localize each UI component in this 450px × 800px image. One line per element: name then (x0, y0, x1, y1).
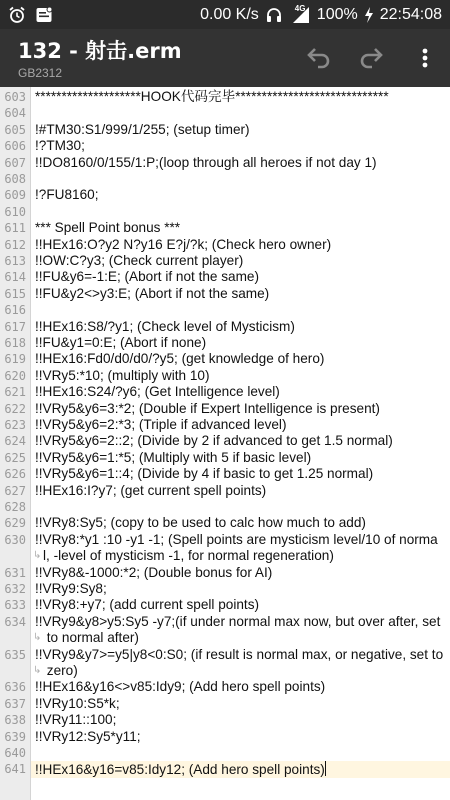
code-line[interactable]: !!VRy9&y8>y5:Sy5 -y7;(if under normal max now, but over after, set (35, 613, 441, 629)
file-encoding[interactable]: GB2312 (18, 66, 63, 80)
wrap-indicator-icon: ↳ (33, 665, 42, 676)
line-number: 613 (4, 254, 26, 268)
line-number: 626 (4, 467, 26, 482)
code-line[interactable]: !!VRy5&y6=2:*3; (Triple if advanced level) (35, 417, 287, 432)
line-number: 637 (4, 696, 26, 711)
line-number: 635 (4, 647, 26, 662)
code-line[interactable]: ********************HOOK代码完毕***************************** (35, 89, 389, 104)
code-line[interactable]: !!VRy5&y6=3:*2; (Double if Expert Intelligence is present) (35, 400, 380, 416)
code-line[interactable]: !!OW:C?y3; (Check current player) (35, 253, 244, 268)
code-line[interactable]: !!HEx16:O?y2 N?y16 E?j/?k; (Check hero owner) (35, 236, 332, 252)
line-number: 625 (4, 450, 26, 465)
code-line[interactable]: !!VRy5:*10; (multiply with 10) (35, 367, 210, 383)
code-line[interactable]: !!VRy5&y6=1::4; (Divide by 4 if basic to get 1.25 normal) (35, 466, 374, 482)
code-line[interactable]: !!VRy9&y7>=y5|y8<0:S0; (if result is normal max, or negative, set to (35, 646, 444, 662)
line-number: 608 (4, 172, 26, 186)
line-number: 623 (4, 418, 26, 432)
line-number: 631 (4, 565, 26, 580)
line-number: 619 (4, 352, 26, 367)
alarm-icon (8, 6, 26, 24)
code-line[interactable]: !!FU&y2<>y3:E; (Abort if not the same) (35, 285, 270, 301)
line-number: 607 (4, 155, 26, 170)
battery-percent: 100% (316, 5, 358, 23)
code-line[interactable]: !!VRy12:Sy5*y11; (35, 728, 141, 744)
code-line[interactable]: !!HEx16:Fd0/d0/d0/?y5; (get knowledge of hero) (35, 351, 325, 367)
status-bar (0, 0, 450, 29)
line-number: 603 (4, 90, 26, 104)
app-bar (0, 29, 450, 87)
line-number: 611 (4, 221, 26, 236)
line-number: 632 (4, 582, 26, 596)
notification-icon (35, 6, 53, 24)
network-type: 4G (294, 3, 306, 13)
code-editor[interactable] (0, 87, 450, 800)
file-title: 132 - 射击.erm (18, 39, 182, 63)
line-number: 622 (4, 401, 26, 416)
code-line[interactable]: !!VRy5&y6=2::2; (Divide by 2 if advanced to get 1.5 normal) (35, 433, 393, 449)
code-line[interactable]: !!VRy10:S5*k; (35, 695, 120, 711)
clock: 22:54:08 (379, 5, 442, 23)
redo-button[interactable] (356, 43, 386, 73)
headphones-icon (265, 6, 283, 24)
code-line[interactable]: !!VRy5&y6=1:*5; (Multiply with 5 if basic level) (35, 449, 312, 465)
undo-icon (306, 47, 332, 69)
code-line[interactable]: !!HEx16:S8/?y1; (Check level of Mysticism) (35, 318, 295, 334)
line-number: 641 (4, 762, 26, 777)
code-line[interactable]: !!HEx16&y16<>v85:Idy9; (Add hero spell points) (35, 679, 326, 695)
code-line[interactable]: *** Spell Point bonus *** (35, 220, 181, 236)
code-line[interactable]: !!VRy8:Sy5; (copy to be used to calc how much to add) (35, 515, 366, 531)
code-line[interactable]: !!VRy8:*y1 :10 -y1 -1; (Spell points are mysticism level/10 of norma (35, 531, 438, 547)
network-speed: 0.00 K/s (200, 5, 259, 23)
line-number: 615 (4, 286, 26, 301)
text-cursor (325, 761, 326, 776)
line-number: 609 (4, 188, 26, 203)
code-line[interactable]: !#TM30:S1/999/1/255; (setup timer) (35, 121, 250, 137)
code-line[interactable]: !!VRy8&-1000:*2; (Double bonus for AI) (35, 564, 273, 580)
wrap-indicator-icon: ↳ (33, 550, 42, 562)
code-line[interactable]: !!VRy9:Sy8; (35, 581, 107, 596)
battery-charging-icon (364, 6, 374, 24)
line-number: 618 (4, 336, 26, 350)
code-line[interactable]: !!HEx16:S24/?y6; (Get Intelligence level) (35, 384, 280, 400)
line-number: 621 (4, 385, 26, 400)
more-vert-icon (421, 47, 429, 69)
code-line[interactable]: !!FU&y6=-1:E; (Abort if not the same) (35, 269, 260, 285)
code-line[interactable]: !?TM30; (35, 138, 85, 154)
line-number: 627 (4, 483, 26, 498)
line-number: 612 (4, 237, 26, 252)
line-number: 616 (4, 303, 26, 318)
line-number: 620 (4, 368, 26, 383)
code-line[interactable]: !?FU8160; (35, 187, 99, 203)
code-line[interactable]: !!FU&y1=0:E; (Abort if none) (35, 335, 207, 350)
code-line[interactable]: !!VRy11::100; (35, 712, 117, 728)
line-number: 610 (4, 204, 26, 219)
line-number: 638 (4, 713, 26, 728)
code-line[interactable]: !!HEx16:I?y7; (get current spell points) (35, 482, 267, 498)
code-line-wrapped[interactable]: zero) (43, 663, 78, 678)
line-number: 639 (4, 729, 26, 744)
line-number: 604 (4, 106, 26, 121)
line-number: 617 (4, 319, 26, 334)
line-number: 630 (4, 532, 26, 547)
code-line[interactable]: !!DO8160/0/155/1:P;(loop through all heroes if not day 1) (35, 154, 377, 170)
line-number: 614 (4, 270, 26, 285)
line-number: 628 (4, 500, 26, 514)
undo-button[interactable] (304, 43, 334, 73)
signal-icon (289, 3, 311, 24)
redo-icon (358, 47, 384, 69)
line-number: 605 (4, 122, 26, 137)
code-line[interactable]: !!VRy8:+y7; (add current spell points) (35, 597, 260, 613)
line-number: 634 (4, 614, 26, 629)
more-options-button[interactable] (410, 43, 440, 73)
code-line[interactable]: !!HEx16&y16=v85:Idy12; (Add hero spell points) (35, 762, 325, 778)
line-number: 624 (4, 434, 26, 449)
line-number: 629 (4, 516, 26, 531)
line-number: 640 (4, 746, 26, 760)
wrap-indicator-icon: ↳ (33, 632, 42, 644)
line-number: 636 (4, 680, 26, 695)
line-number: 633 (4, 598, 26, 613)
code-line-wrapped[interactable]: to normal after) (43, 630, 139, 646)
code-line-wrapped[interactable]: l, -level of mysticism -1, for normal regeneration) (43, 548, 334, 564)
line-number: 606 (4, 139, 26, 154)
